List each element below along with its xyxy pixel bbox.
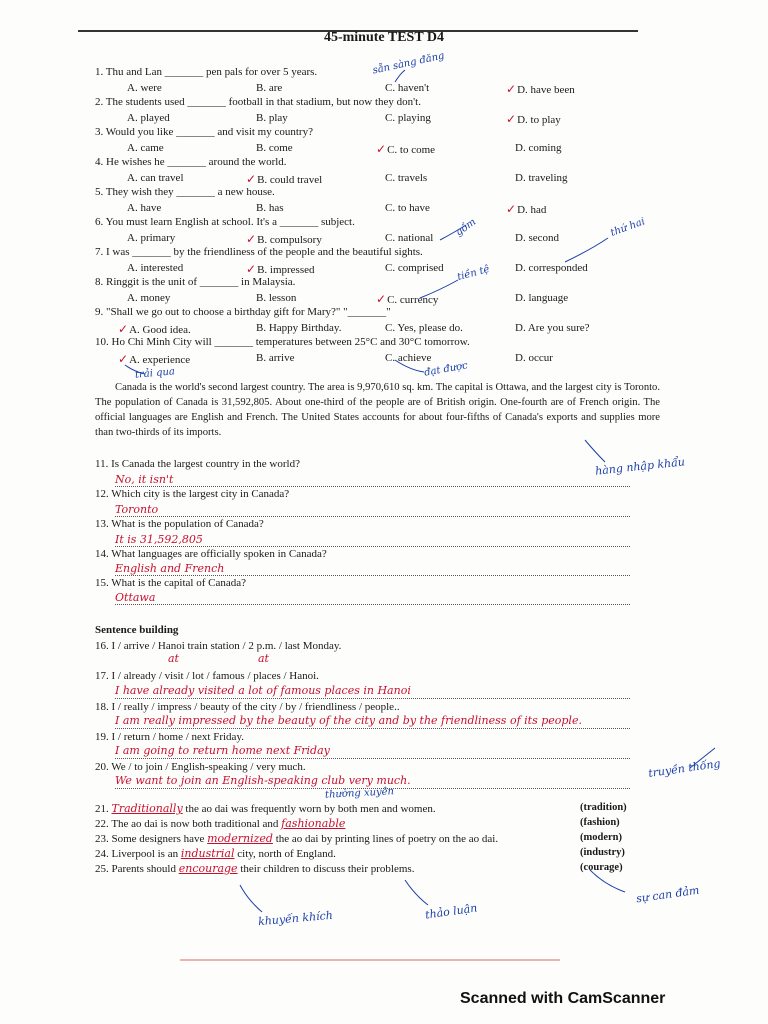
checkmark-icon: ✓ <box>246 172 257 186</box>
question-5: 5. They wish they _______ a new house. <box>95 186 275 198</box>
question-18: 18. I / really / impress / beauty of the city / by / friendliness / people.. <box>95 701 400 713</box>
ink-arrow <box>240 885 262 912</box>
question-19: 19. I / return / home / next Friday. <box>95 731 244 743</box>
question-20: 20. We / to join / English-speaking / very much. <box>95 761 306 773</box>
camscanner-watermark: Scanned with CamScanner <box>460 990 666 1007</box>
option: C. playing <box>385 112 431 124</box>
checkmark-icon: ✓ <box>246 232 257 246</box>
checkmark-icon: ✓ <box>376 142 387 156</box>
answer: Toronto <box>115 503 159 516</box>
option: D. coming <box>515 142 562 154</box>
answer: English and French <box>115 562 225 575</box>
checkmark-icon: ✓ <box>118 322 129 336</box>
word-hint: (industry) <box>580 847 625 858</box>
option-selected: ✓C. to come <box>376 142 436 156</box>
answer: Ottawa <box>115 591 156 604</box>
option: D. traveling <box>515 172 568 184</box>
question-12: 12. Which city is the largest city in Canada? <box>95 488 290 500</box>
option-selected: ✓C. currency <box>376 292 439 306</box>
handnote: truyền thống <box>647 757 722 780</box>
answer: Traditionally <box>111 802 183 815</box>
option: A. were <box>127 82 162 94</box>
answer: at <box>258 652 269 665</box>
option: C. travels <box>385 172 428 184</box>
ink-arrow <box>405 880 428 905</box>
option-selected: ✓D. had <box>506 202 547 216</box>
option: B. arrive <box>256 352 295 364</box>
option: B. has <box>256 202 284 214</box>
question-1: 1. Thu and Lan _______ pen pals for over 5 years. <box>95 66 318 78</box>
ink-arrow <box>585 440 605 462</box>
option-selected: ✓D. to play <box>506 112 561 126</box>
option: C. comprised <box>385 262 444 274</box>
option: B. are <box>256 82 283 94</box>
answer: I am going to return home next Friday <box>115 744 330 757</box>
question-9: 9. "Shall we go out to choose a birthday gift for Mary?" "_______" <box>95 306 391 318</box>
answer: encourage <box>178 862 238 875</box>
question-2: 2. The students used _______ football in that stadium, but now they don't. <box>95 96 421 108</box>
option: D. corresponded <box>515 262 588 274</box>
word-hint: (modern) <box>580 832 622 843</box>
handnote: thảo luận <box>424 901 479 922</box>
option: A. money <box>127 292 171 304</box>
answer: It is 31,592,805 <box>115 533 203 546</box>
question-6: 6. You must learn English at school. It's a _______ subject. <box>95 216 355 228</box>
answer: fashionable <box>281 817 346 830</box>
option: C. achieve <box>385 352 432 364</box>
question-25: 25. Parents should encourage their children to discuss their problems. <box>95 862 415 875</box>
question-10: 10. Ho Chi Minh City will _______ temperatures between 25°C and 30°C tomorrow. <box>95 336 470 348</box>
option-selected: ✓A. experience <box>118 352 191 366</box>
question-17: 17. I / already / visit / lot / famous / places / Hanoi. <box>95 670 319 682</box>
word-hint: (fashion) <box>580 817 620 828</box>
ink-arrow <box>690 748 715 768</box>
option: A. came <box>127 142 164 154</box>
ink-arrow <box>395 360 424 372</box>
question-7: 7. I was _______ by the friendliness of the people and the beautiful sights. <box>95 246 423 258</box>
option: C. Yes, please do. <box>385 322 463 334</box>
option: D. occur <box>515 352 553 364</box>
option: D. second <box>515 232 559 244</box>
handnote: gồm <box>453 216 479 239</box>
option: C. to have <box>385 202 430 214</box>
checkmark-icon: ✓ <box>246 262 257 276</box>
checkmark-icon: ✓ <box>376 292 387 306</box>
option: B. come <box>256 142 293 154</box>
ink-arrow <box>565 238 608 262</box>
option: A. played <box>127 112 170 124</box>
handnote: đạt được <box>423 360 469 379</box>
ink-arrow <box>420 280 458 298</box>
answer: We want to join an English-speaking club very much. <box>115 774 411 787</box>
option: D. language <box>515 292 569 304</box>
question-21: 21. Traditionally the ao dai was frequently worn by both men and women. <box>95 802 436 815</box>
option: A. primary <box>127 232 176 244</box>
checkmark-icon: ✓ <box>506 82 517 96</box>
ink-arrow <box>125 365 145 374</box>
word-hint: (tradition) <box>580 802 627 813</box>
option-selected: ✓D. have been <box>506 82 575 96</box>
question-22: 22. The ao dai is now both traditional and fashionable <box>95 817 346 830</box>
handnote: thường xuyên <box>324 786 395 801</box>
question-23: 23. Some designers have modernized the ao dai by printing lines of poetry on the ao dai. <box>95 832 499 845</box>
question-11: 11. Is Canada the largest country in the world? <box>95 458 300 470</box>
ink-arrow <box>395 70 405 82</box>
section-heading: Sentence building <box>95 624 179 636</box>
question-14: 14. What languages are officially spoken in Canada? <box>95 548 327 560</box>
option: C. haven't <box>385 82 430 94</box>
handnote: sẵn sàng đăng <box>371 50 446 77</box>
answer: I am really impressed by the beauty of the city and by the friendliness of its people. <box>115 714 582 727</box>
answer: industrial <box>180 847 235 860</box>
option-selected: ✓B. impressed <box>246 262 315 276</box>
handnote: khuyến khích <box>257 908 334 929</box>
question-4: 4. He wishes he _______ around the world. <box>95 156 287 168</box>
answer: modernized <box>207 832 273 845</box>
option: D. Are you sure? <box>515 322 590 334</box>
answer: No, it isn't <box>115 473 174 486</box>
handnote: thứ hai <box>609 216 647 239</box>
option: A. can travel <box>127 172 184 184</box>
answer: I have already visited a lot of famous places in Hanoi <box>115 684 411 697</box>
question-8: 8. Ringgit is the unit of _______ in Malaysia. <box>95 276 296 288</box>
ink-arrow <box>440 225 466 240</box>
option: A. have <box>127 202 162 214</box>
handnote: sự can đảm <box>635 883 701 906</box>
checkmark-icon: ✓ <box>118 352 129 366</box>
option: B. Happy Birthday. <box>256 322 342 334</box>
question-24: 24. Liverpool is an industrial city, north of England. <box>95 847 336 860</box>
checkmark-icon: ✓ <box>506 112 517 126</box>
ink-arrow <box>590 870 625 892</box>
checkmark-icon: ✓ <box>506 202 517 216</box>
option: A. interested <box>127 262 184 274</box>
question-16: 16. I / arrive / Hanoi train station / 2 p.m. / last Monday. <box>95 640 342 652</box>
handnote: trải qua <box>134 366 176 381</box>
word-hint: (courage) <box>580 862 623 873</box>
page-title: 45-minute TEST D4 <box>323 30 445 45</box>
option-selected: ✓B. compulsory <box>246 232 322 246</box>
option: C. national <box>385 232 434 244</box>
answer: at <box>168 652 179 665</box>
handnote: tiền tệ <box>456 263 491 284</box>
option: B. play <box>256 112 288 124</box>
question-15: 15. What is the capital of Canada? <box>95 577 246 589</box>
question-13: 13. What is the population of Canada? <box>95 518 264 530</box>
option-selected: ✓A. Good idea. <box>118 322 191 336</box>
option-selected: ✓B. could travel <box>246 172 323 186</box>
question-3: 3. Would you like _______ and visit my country? <box>95 126 313 138</box>
option: B. lesson <box>256 292 297 304</box>
handnote: hàng nhập khẩu <box>594 455 686 478</box>
reading-passage: Canada is the world's second largest country. The area is 9,970,610 sq. km. The capital is Ottawa, and the largest city is Toronto. The population of Canada is 31,592,805. About one-third of the people are of British origin. One-fourth are of French origin. The official languages are English and French. The United States accounts for about four-fifths of Canada's exports and supplies more than two-thirds of its imports. <box>95 382 660 438</box>
